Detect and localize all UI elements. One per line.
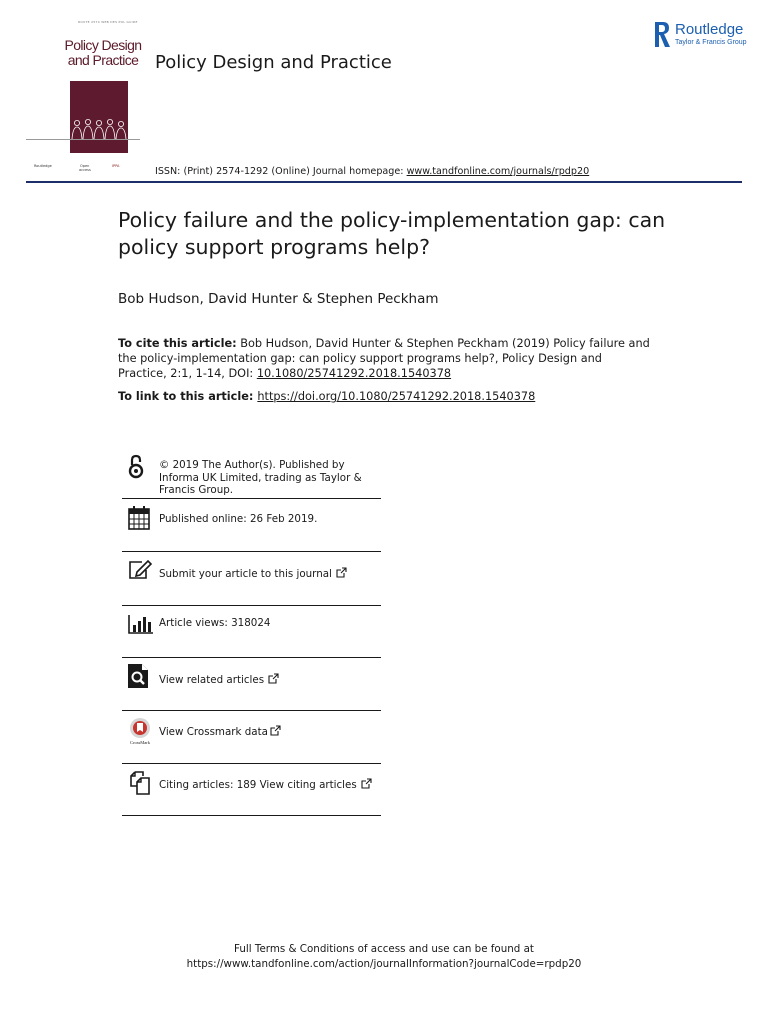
article-authors: Bob Hudson, David Hunter & Stephen Peckham (118, 291, 439, 307)
submit-article-link[interactable] (159, 567, 383, 581)
issn-text: ISSN: (Print) 2574-1292 (Online) Journal homepage: (155, 166, 407, 177)
cover-top-text: ROUTE 2574 WEB DES POL GUIDE (78, 20, 138, 24)
info-item-related[interactable] (122, 658, 381, 710)
info-item-citing[interactable] (122, 764, 381, 815)
citing-articles-icon (128, 771, 152, 795)
cover-footer-routledge: Routledge (34, 164, 52, 168)
search-document-icon (128, 664, 148, 688)
external-link-icon (361, 778, 372, 789)
issn-line (155, 166, 589, 177)
info-item-crossmark[interactable] (122, 711, 381, 763)
citing-articles-link[interactable] (159, 778, 383, 792)
cover-title-line2: and Practice (67, 52, 139, 68)
cover-footer-open: Open (80, 164, 90, 168)
bar-chart-icon (128, 614, 154, 634)
external-link-icon (268, 673, 279, 684)
cite-doi-link[interactable]: 10.1080/25741292.2018.1540378 (256, 367, 452, 380)
submit-article-label: Submit your article to this journal (159, 568, 332, 580)
related-articles-link[interactable] (159, 673, 383, 687)
external-link-icon (270, 725, 281, 736)
crossmark-icon-label: CrossMark (130, 740, 150, 745)
crossmark-icon (126, 717, 154, 745)
publisher-name: Routledge (675, 21, 744, 38)
citing-articles-label: Citing articles: 189 View citing articles (159, 779, 357, 791)
link-label: To link to this article: (118, 390, 258, 403)
terms-footer-line1: Full Terms & Conditions of access and use can be found at (234, 943, 534, 955)
article-title: Policy failure and the policy-implementation gap: can policy support programs help? (118, 208, 666, 259)
open-access-icon (128, 454, 144, 480)
info-item-copyright (122, 452, 381, 498)
journal-homepage-link[interactable]: www.tandfonline.com/journals/rpdp20 (406, 166, 590, 177)
crossmark-link[interactable] (159, 725, 383, 739)
external-link-icon (336, 567, 347, 578)
copyright-text: © 2019 The Author(s). Published by Informa UK Limited, trading as Taylor & Francis Group. (159, 459, 362, 496)
edit-icon (128, 559, 152, 581)
info-item-views (122, 606, 381, 657)
publisher-subtitle: Taylor & Francis Group (675, 39, 747, 46)
info-divider (122, 815, 381, 816)
journal-cover (26, 18, 140, 180)
routledge-logo-icon (654, 21, 671, 48)
info-item-published (122, 499, 381, 551)
citation-block (118, 336, 654, 381)
cover-footer-ippa: IPPA (112, 164, 120, 168)
crossmark-label: View Crossmark data (159, 726, 268, 738)
info-item-submit[interactable] (122, 552, 381, 605)
related-articles-label: View related articles (159, 674, 265, 686)
cite-text: Bob Hudson, David Hunter & Stephen Peckham (2019) Policy failure and the policy-implementation gap: can policy support programs help?, Policy Design and Practice, 2:1, 1-14, DOI: (118, 337, 650, 380)
cover-footer-access: access (79, 168, 91, 172)
calendar-icon (128, 506, 150, 530)
article-doi-link[interactable]: https://doi.org/10.1080/25741292.2018.1540378 (257, 390, 536, 403)
published-date-text: Published online: 26 Feb 2019. (159, 513, 318, 525)
article-link-line (118, 390, 535, 403)
terms-footer-url[interactable]: https://www.tandfonline.com/action/journalInformation?journalCode=rpdp20 (186, 958, 582, 970)
journal-title: Policy Design and Practice (155, 52, 392, 73)
cite-label: To cite this article: (118, 337, 237, 350)
terms-footer (0, 942, 768, 972)
cover-title-line1: Policy Design (64, 37, 142, 53)
header-rule (26, 181, 742, 183)
article-views-text: Article views: 318024 (159, 617, 271, 629)
cover-footer-logos (26, 164, 130, 174)
cover-title (52, 38, 154, 68)
cover-people-illustration (68, 117, 130, 141)
